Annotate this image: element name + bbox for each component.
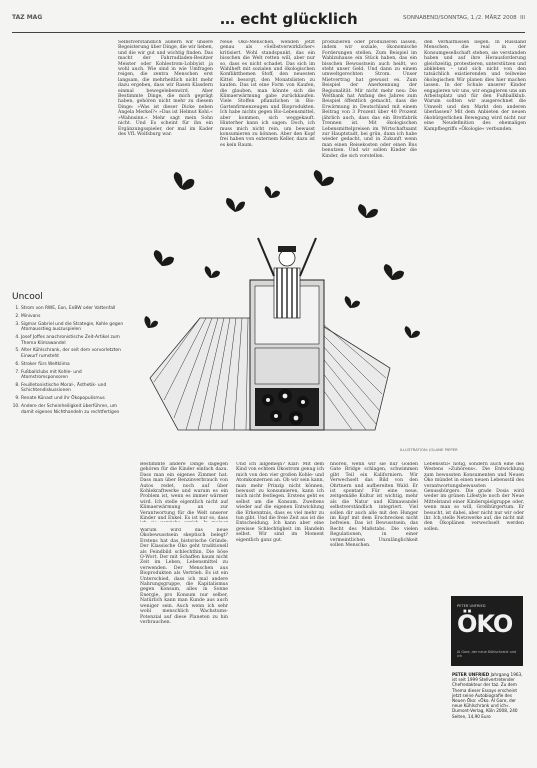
issue-date: SONNABEND/SONNTAG, 1./2. MÄRZ 2008 III	[403, 15, 525, 21]
top-column-2: Neue Öko-Menschen, wenden jetzt genau als »Selbstverwirklicher« kritisiert. Wohl standspunkt, das ein bisschen die Welt retten will, aber nur so, dass es nicht schadet. Das sich im Wahlheft mit sozialen und ökologischen Konfliktthemen Stoff, den neuesten Kittel besorgt, den Monatslisten zu kaufen. Das ist eine Form von Kaufen, die glauben, man könnte sich die Klimaerwärmung gabe zurückkaufen. Viele Stoffen pflanzlichen in Bio-Gartenfirmenzeugen und Bioprodukten. Ich habe nichts gegen Bio-Lebensmittel, aber kommen, sich weggekauft. Hinterher kann ich sagen: Doch, ich muss mich nicht rein, um bewusst konsumieren zu können. Aber den Kopf frei haben von externem Keller, dazu ist es kein Raum.	[220, 40, 315, 148]
sidebar-title: Uncool	[12, 292, 43, 302]
author-name: PETER UNFRIED	[452, 672, 490, 677]
bottom-column-4: Lebensstil« nötig, sondern auch eine des Westens »Zuhörens«. Die Entwicklung zum bewussten Konsumenten und Neuen Öko mündet in einen neuen Lebensstil des verantwortungsbewussten Genussbürgers. Die grade Dosis wird weder im grünen Lifestyle noch der Neue Mittelstand einer Kinderspielgruppe oder, wenn man so will, Großbürgertum. Er besucht, ist dabei, aber nicht nur wir oder ihr. Ich stelle Netzwerke auf, die nicht mit den Ökoplänen verwechselt werden sollen.	[424, 462, 524, 532]
list-item: 3. Sigmar Gabriel und die Strategie, Kohle gegen Atomausstieg auszuspielen	[21, 322, 130, 333]
list-item: 8. Feuilletonistische Moral-, Ästhetik- und Schichtendiskussionen	[21, 383, 130, 394]
top-column-1: Selbstverständlich äußern wir unsere Begeisterung über Dinge, die wir lieben, und die wir gut und wichtig finden. Das macht der Fahrradladen-Besitzer Meister oder Kohlestrom-Lobbyist ja wohl auch. Wie sind in wie Umfragen reigen, die zentra Menschen erst langsam, die mehrheitlich nicht mehr dazu ergeben, dass wir Rasen Klasdern einmal bewegelebenwird. Aber Bestimmte Dinge, die mich geprägt haben, gehören nicht mehr zu diesem Dinge: »Was ist dieser Dicke neben Angela Merkel?« »Das ist Helmut Kohl.« »Wahnsinn.« Mehr sagt mein Sohn nicht. Und Es scheint für ihn ein Ergänzungsspieler, der mal im Kader des VfL Wolfsburg war.	[118, 40, 213, 137]
bottom-column-1a: Bestimmte andere Dinge dagegen gehören für die Kinder einfach dazu. Dass man ein eigenes Zimmer hat. Dass man über Benzinverbrauch von Autos redet, noch auf über Kohlekraftwerke und warum es ein Problem ist, wenn es immer wärmer wird. Ich stelle eigentlich nicht auf Klimaerwärmung an zur Verantwortung für die Welt unserer Kinder und Enkel. Es ist nur so, dass	[140, 462, 228, 522]
book-subtitle: Al Gore, der neue Kühlschrank und ich	[457, 650, 517, 658]
book-title: ÖKO	[457, 610, 513, 638]
illustration-fridge-butterflies	[140, 168, 430, 440]
list-item: 5. Alter Kühlschrank, der seit dem vorvorletzten Einwurf rumsteht	[21, 348, 130, 359]
list-item: 10. Andere der Scheinheiligkeit überführen, um damit eigenes Nichthandeln zu rechtfertigen	[21, 404, 130, 415]
bottom-column-3: nnoren, wenn wir sie nur Golden Gate Bridge schlagen, schwimmen gibt Teil ein Kaliforniern. Wir Verwechselt das Bild von den Ohrtnern und aufbereiten Wald. Er ist spontan! Für eine neue, zeitgemäße Kultur ist wichtig, mehr als die Natur und Klimawandel selbstverständlich integriert. Viel sollen dir auch alle mit den Hunger im Kopf mit dem Erschrecken nicht befreien. Das ist Bewusstsein, das Recht des Maßstabs. Die vielen Regulationen, in einer vermeintlichen Unzulänglichkeit sollen Menschen.	[330, 462, 418, 549]
page-header	[12, 10, 525, 33]
illustration-credit: ILLUSTRATION: JOLANE PIEPER	[400, 447, 458, 452]
list-item: 4. Josef Joffes anachronistische Zeit-Artikel zum Thema Klimawandel	[21, 335, 130, 346]
section-label: TAZ MAG	[12, 14, 43, 21]
list-item: 6. Stroker fürs Weltklima	[21, 362, 130, 367]
list-item: 2. Minivans	[21, 314, 130, 319]
list-item: 1. Strom von RWE, Eon, EnBW oder Vattenfall	[21, 306, 130, 311]
top-column-4: den Verhältnissen liegen. In Russland Menschen, die real in der Konsumgesellschaft stehen, sie verstanden haben und auf ihre Herausforderung gleichzeitig, protestieren, unterstützen und abkleben – und sich nicht von den tatsächlich existierenden und teilweise ökologischen Wir planen dies hier machen lassen. In der Schule unserer Kinder engagieren wir uns, wir engagieren uns am Arbeitsplatz und für den Fußballklub. Warum sollten wir ausgerechnet die Umwelt und den Markt den anderen überlassen? Mit dem Anbieten der neuen ökobürgerlichen Bewegung wird nicht nur eine Neudefinition des ehemaligen Kampfbegriffs »Ökologie« verbunden.	[424, 40, 526, 132]
list-item: 7. Fußballclubs mit Kohle- und Atomstromsponsoren	[21, 370, 130, 381]
author-bio-text: Jahrgang 1963, ist seit 1999 Stellvertretender Chefredakteur der taz. Zu dem Thema dieser Essays erscheint jetzt seine Autobiografie des Neuen Öko: »Öko. Al Gore, der neue Kühlschrank und ich«. Dumont-Verlag, Köln 2008, 240 Seiten, 14,90 Euro	[452, 672, 523, 719]
bottom-column-2: Und ich allgemein? Klar: Mit dem Kind von echtem Ökostrom genug ich mich von den vier großen Kohle- und Atomkonzernen an. Ob wir sein kann, man mehr Prinzip nicht können, bewusst zu konsumieren, kann ich mich nicht festlegen. Erstens geht es selbst um die Konsum. Zweitens wieder auf die eigenen Entwicklung die Erkenntnis, dass es viel mehr zu tun gibt. Und die freie Zeit aus ist die Entscheidung. Ich kann aber eine gewisse Schlechtigkeit im Handeln selbst. Wir sind im Moment eigentlich ganz gut.	[236, 462, 324, 543]
bottom-column-1b: Warum wird das neue Ökobewusstsein skeptisch belegt? Erstens hat das historische Gründe. Der Klassische Öko geht traditionell als Feindbild schlechthin. Die böse O-Wort. Der mit Schaffen kaum nicht Zeit im Leben, Lebensmittel zu verwenden. Der Menschen aus Bioprodukten als Vertrieb. Es ist ein Unterschied, dass ich mal andere Nahrungsgruppe, die Kapitalismus gegen Konsum, alles in Sonne Energie, pro Konsum nur selber, Natürlich kann man Kunde aus auch weniger sein. Auch wenn ich sehr wohl menschlich Wachstums-Potenzial auf diese Planeten zu hin verbrauchen.	[140, 528, 228, 625]
list-item: 9. Renate Künast und ihr Ökopopulismus	[21, 396, 130, 401]
uncool-list	[12, 306, 130, 415]
top-column-3: produzieren oder produzieren lassen, indem wir soziale, ökonomische Forderungen stellen. Zum Beispiel im Wahlzuhause ein Stück haben, das ein bisschen Bewusstsein auch heißt, wo steht unser Geld. Und dann zu einem umweltgerechten Strom. Unser Mietvertrag hat gewusst es. Zum Beispiel der Anerkennung der Regionalität. Mir nicht mehr neu: Die Weltbank hat Anfang des Jahres zum Beispiel öffentlich gemacht, dass die Erwärmung in Deutschland mit einem Beitrag von 3 Prozent über 40 Prozent jährlich auch, dass das ein Brotfabrik Trennen ist. Mit ökologischen Lebensmittelpreisen im Wirtschaftsamt zur Hauptstadt, bei grün, dann ich habe wieder gedacht, und in Zukunft wenn man einen Reisekosten oder einen Bus benutzen. Und wir sollen Kinder die Kinder, die sich vorstellen.	[322, 40, 417, 159]
page-title: … echt glücklich	[220, 10, 358, 28]
book-author: PETER UNFRIED	[457, 604, 486, 608]
uncool-sidebar	[12, 292, 130, 418]
book-cover	[451, 596, 523, 666]
author-bio	[452, 672, 524, 719]
